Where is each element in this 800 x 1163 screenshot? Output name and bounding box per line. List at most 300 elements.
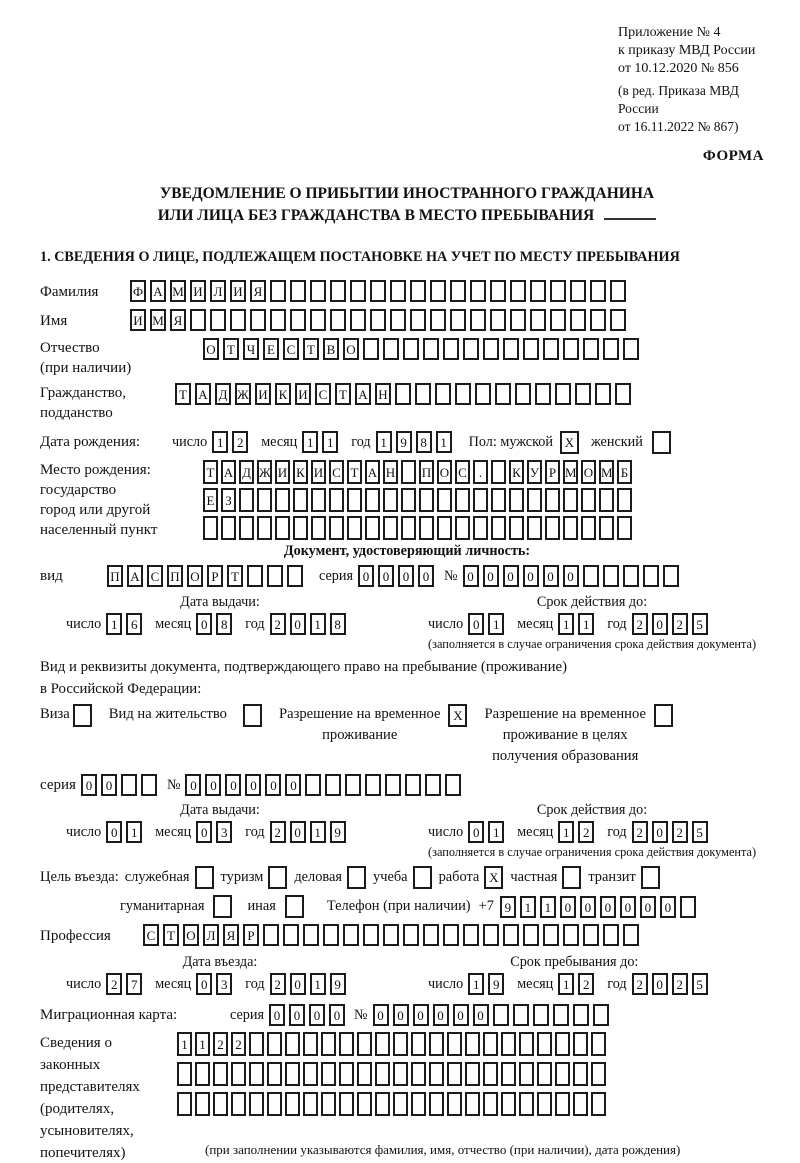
char-cell[interactable]: И	[255, 383, 271, 405]
char-cell[interactable]: 0	[660, 896, 676, 918]
char-cell[interactable]	[411, 1092, 426, 1116]
char-cell[interactable]: 0	[185, 774, 201, 796]
char-cell[interactable]	[375, 1032, 390, 1056]
char-cell[interactable]: 9	[488, 973, 504, 995]
char-cell[interactable]	[230, 309, 246, 331]
char-cell[interactable]	[403, 924, 419, 946]
char-cell[interactable]	[195, 1092, 210, 1116]
visa-checkbox[interactable]	[73, 704, 92, 727]
char-cell[interactable]: 7	[126, 973, 142, 995]
char-cell[interactable]: 0	[453, 1004, 469, 1026]
char-cell[interactable]: Ж	[235, 383, 251, 405]
char-cell[interactable]	[603, 338, 619, 360]
char-cell[interactable]: 0	[196, 613, 212, 635]
char-cell[interactable]	[465, 1032, 480, 1056]
residence-permit-checkbox[interactable]	[243, 704, 262, 727]
char-cell[interactable]: 1	[310, 821, 326, 843]
char-cell[interactable]: 2	[578, 821, 594, 843]
char-cell[interactable]	[435, 383, 451, 405]
char-cell[interactable]	[537, 1032, 552, 1056]
char-cell[interactable]: 9	[330, 821, 346, 843]
char-cell[interactable]	[311, 488, 326, 512]
char-cell[interactable]: Е	[203, 488, 218, 512]
char-cell[interactable]: Р	[243, 924, 259, 946]
char-cell[interactable]: Е	[263, 338, 279, 360]
char-cell[interactable]: Т	[303, 338, 319, 360]
char-cell[interactable]	[347, 516, 362, 540]
char-cell[interactable]	[329, 516, 344, 540]
char-cell[interactable]	[410, 280, 426, 302]
char-cell[interactable]	[213, 1092, 228, 1116]
sex-female-checkbox[interactable]	[652, 431, 671, 454]
char-cell[interactable]	[267, 565, 283, 587]
char-cell[interactable]	[483, 338, 499, 360]
char-cell[interactable]	[501, 1092, 516, 1116]
char-cell[interactable]	[395, 383, 411, 405]
char-cell[interactable]: 1	[322, 431, 338, 453]
char-cell[interactable]	[623, 924, 639, 946]
char-cell[interactable]	[553, 1004, 569, 1026]
char-cell[interactable]: 0	[285, 774, 301, 796]
char-cell[interactable]: П	[167, 565, 183, 587]
char-cell[interactable]: 0	[393, 1004, 409, 1026]
char-cell[interactable]	[270, 309, 286, 331]
char-cell[interactable]	[305, 774, 321, 796]
char-cell[interactable]	[537, 1092, 552, 1116]
char-cell[interactable]: 0	[309, 1004, 325, 1026]
char-cell[interactable]	[545, 488, 560, 512]
char-cell[interactable]: М	[563, 460, 578, 484]
char-cell[interactable]	[383, 924, 399, 946]
char-cell[interactable]	[573, 1004, 589, 1026]
char-cell[interactable]: Л	[210, 280, 226, 302]
char-cell[interactable]: .	[473, 460, 488, 484]
char-cell[interactable]	[509, 516, 524, 540]
char-cell[interactable]	[231, 1092, 246, 1116]
char-cell[interactable]: 6	[126, 613, 142, 635]
char-cell[interactable]	[445, 774, 461, 796]
char-cell[interactable]: 8	[330, 613, 346, 635]
char-cell[interactable]: 9	[330, 973, 346, 995]
char-cell[interactable]	[555, 1062, 570, 1086]
char-cell[interactable]: А	[127, 565, 143, 587]
char-cell[interactable]	[285, 1062, 300, 1086]
char-cell[interactable]: 2	[632, 821, 648, 843]
char-cell[interactable]: 9	[500, 896, 516, 918]
char-cell[interactable]	[393, 1032, 408, 1056]
char-cell[interactable]: П	[107, 565, 123, 587]
char-cell[interactable]	[249, 1062, 264, 1086]
purpose-business-checkbox[interactable]	[347, 866, 366, 889]
char-cell[interactable]	[493, 1004, 509, 1026]
char-cell[interactable]	[483, 924, 499, 946]
char-cell[interactable]: 0	[652, 973, 668, 995]
char-cell[interactable]	[177, 1092, 192, 1116]
char-cell[interactable]: 5	[692, 973, 708, 995]
char-cell[interactable]	[663, 565, 679, 587]
char-cell[interactable]: И	[275, 460, 290, 484]
char-cell[interactable]: 0	[483, 565, 499, 587]
char-cell[interactable]	[303, 924, 319, 946]
char-cell[interactable]	[483, 1032, 498, 1056]
char-cell[interactable]	[573, 1032, 588, 1056]
char-cell[interactable]: 9	[396, 431, 412, 453]
char-cell[interactable]	[267, 1032, 282, 1056]
char-cell[interactable]	[573, 1062, 588, 1086]
char-cell[interactable]	[581, 516, 596, 540]
char-cell[interactable]	[283, 924, 299, 946]
char-cell[interactable]: Я	[250, 280, 266, 302]
char-cell[interactable]: С	[147, 565, 163, 587]
char-cell[interactable]: 0	[81, 774, 97, 796]
char-cell[interactable]: 0	[269, 1004, 285, 1026]
char-cell[interactable]	[470, 280, 486, 302]
char-cell[interactable]	[325, 774, 341, 796]
char-cell[interactable]	[419, 516, 434, 540]
char-cell[interactable]: И	[130, 309, 146, 331]
char-cell[interactable]: 0	[560, 896, 576, 918]
char-cell[interactable]: Т	[163, 924, 179, 946]
char-cell[interactable]	[339, 1062, 354, 1086]
char-cell[interactable]: 0	[463, 565, 479, 587]
char-cell[interactable]: А	[355, 383, 371, 405]
char-cell[interactable]	[503, 338, 519, 360]
char-cell[interactable]	[347, 488, 362, 512]
char-cell[interactable]	[303, 1062, 318, 1086]
char-cell[interactable]	[527, 516, 542, 540]
char-cell[interactable]	[523, 338, 539, 360]
char-cell[interactable]	[415, 383, 431, 405]
char-cell[interactable]	[599, 516, 614, 540]
char-cell[interactable]: С	[329, 460, 344, 484]
char-cell[interactable]: Ф	[130, 280, 146, 302]
char-cell[interactable]: 2	[672, 613, 688, 635]
char-cell[interactable]: 1	[302, 431, 318, 453]
char-cell[interactable]	[563, 516, 578, 540]
char-cell[interactable]	[519, 1062, 534, 1086]
char-cell[interactable]	[465, 1092, 480, 1116]
char-cell[interactable]	[210, 309, 226, 331]
char-cell[interactable]: У	[527, 460, 542, 484]
char-cell[interactable]	[570, 309, 586, 331]
char-cell[interactable]: 0	[225, 774, 241, 796]
char-cell[interactable]	[257, 516, 272, 540]
char-cell[interactable]	[425, 774, 441, 796]
char-cell[interactable]: С	[283, 338, 299, 360]
char-cell[interactable]: 0	[196, 821, 212, 843]
char-cell[interactable]	[330, 280, 346, 302]
char-cell[interactable]: 0	[580, 896, 596, 918]
char-cell[interactable]: О	[203, 338, 219, 360]
char-cell[interactable]	[535, 383, 551, 405]
purpose-tourism-checkbox[interactable]	[268, 866, 287, 889]
char-cell[interactable]	[470, 309, 486, 331]
char-cell[interactable]: 0	[245, 774, 261, 796]
char-cell[interactable]	[141, 774, 157, 796]
char-cell[interactable]	[530, 309, 546, 331]
char-cell[interactable]: К	[293, 460, 308, 484]
char-cell[interactable]	[429, 1062, 444, 1086]
char-cell[interactable]	[455, 516, 470, 540]
char-cell[interactable]	[523, 924, 539, 946]
char-cell[interactable]	[537, 1062, 552, 1086]
char-cell[interactable]	[491, 460, 506, 484]
char-cell[interactable]	[321, 1032, 336, 1056]
char-cell[interactable]	[581, 488, 596, 512]
char-cell[interactable]: 0	[378, 565, 394, 587]
char-cell[interactable]	[370, 280, 386, 302]
char-cell[interactable]	[401, 488, 416, 512]
char-cell[interactable]	[290, 309, 306, 331]
purpose-official-checkbox[interactable]	[195, 866, 214, 889]
char-cell[interactable]: 2	[270, 821, 286, 843]
char-cell[interactable]: 1	[468, 973, 484, 995]
char-cell[interactable]	[323, 924, 339, 946]
char-cell[interactable]	[591, 1062, 606, 1086]
char-cell[interactable]	[509, 488, 524, 512]
char-cell[interactable]	[519, 1092, 534, 1116]
char-cell[interactable]: 1	[558, 821, 574, 843]
char-cell[interactable]	[429, 1092, 444, 1116]
char-cell[interactable]: О	[581, 460, 596, 484]
char-cell[interactable]: Я	[170, 309, 186, 331]
char-cell[interactable]	[615, 383, 631, 405]
char-cell[interactable]: 2	[672, 973, 688, 995]
char-cell[interactable]	[591, 1092, 606, 1116]
char-cell[interactable]	[473, 488, 488, 512]
char-cell[interactable]: М	[150, 309, 166, 331]
char-cell[interactable]: 1	[177, 1032, 192, 1056]
char-cell[interactable]: 0	[290, 973, 306, 995]
char-cell[interactable]	[177, 1062, 192, 1086]
char-cell[interactable]	[463, 338, 479, 360]
char-cell[interactable]: 5	[692, 613, 708, 635]
char-cell[interactable]: 1	[520, 896, 536, 918]
char-cell[interactable]: А	[221, 460, 236, 484]
char-cell[interactable]	[121, 774, 137, 796]
purpose-study-checkbox[interactable]	[413, 866, 432, 889]
char-cell[interactable]: 1	[540, 896, 556, 918]
char-cell[interactable]	[343, 924, 359, 946]
char-cell[interactable]	[339, 1032, 354, 1056]
char-cell[interactable]	[385, 774, 401, 796]
char-cell[interactable]: 0	[600, 896, 616, 918]
char-cell[interactable]	[533, 1004, 549, 1026]
char-cell[interactable]: С	[315, 383, 331, 405]
char-cell[interactable]	[357, 1092, 372, 1116]
char-cell[interactable]: 1	[488, 613, 504, 635]
char-cell[interactable]	[345, 774, 361, 796]
char-cell[interactable]	[595, 383, 611, 405]
char-cell[interactable]	[593, 1004, 609, 1026]
char-cell[interactable]: И	[295, 383, 311, 405]
char-cell[interactable]	[249, 1032, 264, 1056]
char-cell[interactable]	[370, 309, 386, 331]
char-cell[interactable]	[267, 1062, 282, 1086]
char-cell[interactable]	[575, 383, 591, 405]
char-cell[interactable]: Т	[227, 565, 243, 587]
char-cell[interactable]	[490, 309, 506, 331]
char-cell[interactable]	[411, 1062, 426, 1086]
char-cell[interactable]	[555, 1032, 570, 1056]
char-cell[interactable]	[583, 338, 599, 360]
char-cell[interactable]	[365, 488, 380, 512]
char-cell[interactable]: 5	[692, 821, 708, 843]
char-cell[interactable]	[375, 1092, 390, 1116]
char-cell[interactable]	[527, 488, 542, 512]
char-cell[interactable]	[573, 1092, 588, 1116]
char-cell[interactable]: 0	[373, 1004, 389, 1026]
char-cell[interactable]: 1	[126, 821, 142, 843]
char-cell[interactable]	[543, 924, 559, 946]
char-cell[interactable]: Л	[203, 924, 219, 946]
char-cell[interactable]	[447, 1032, 462, 1056]
char-cell[interactable]: 0	[640, 896, 656, 918]
char-cell[interactable]: 0	[503, 565, 519, 587]
char-cell[interactable]: 2	[270, 613, 286, 635]
char-cell[interactable]	[401, 516, 416, 540]
purpose-work-checkbox[interactable]: X	[484, 866, 503, 889]
char-cell[interactable]	[603, 924, 619, 946]
char-cell[interactable]: 1	[106, 613, 122, 635]
char-cell[interactable]: Р	[545, 460, 560, 484]
char-cell[interactable]	[190, 309, 206, 331]
char-cell[interactable]: 1	[578, 613, 594, 635]
purpose-other-checkbox[interactable]	[285, 895, 304, 918]
char-cell[interactable]	[310, 280, 326, 302]
char-cell[interactable]	[263, 924, 279, 946]
char-cell[interactable]	[510, 309, 526, 331]
char-cell[interactable]	[430, 309, 446, 331]
char-cell[interactable]	[550, 309, 566, 331]
char-cell[interactable]	[393, 1062, 408, 1086]
char-cell[interactable]: К	[275, 383, 291, 405]
char-cell[interactable]: К	[509, 460, 524, 484]
char-cell[interactable]	[401, 460, 416, 484]
char-cell[interactable]	[623, 565, 639, 587]
char-cell[interactable]	[405, 774, 421, 796]
char-cell[interactable]	[195, 1062, 210, 1086]
char-cell[interactable]	[285, 1092, 300, 1116]
char-cell[interactable]	[287, 565, 303, 587]
char-cell[interactable]	[513, 1004, 529, 1026]
char-cell[interactable]	[563, 924, 579, 946]
char-cell[interactable]	[365, 516, 380, 540]
char-cell[interactable]: 0	[652, 821, 668, 843]
char-cell[interactable]	[390, 280, 406, 302]
char-cell[interactable]: 2	[270, 973, 286, 995]
char-cell[interactable]	[270, 280, 286, 302]
char-cell[interactable]: 0	[652, 613, 668, 635]
char-cell[interactable]: 0	[468, 821, 484, 843]
char-cell[interactable]: А	[365, 460, 380, 484]
char-cell[interactable]	[423, 924, 439, 946]
char-cell[interactable]	[375, 1062, 390, 1086]
char-cell[interactable]	[239, 516, 254, 540]
char-cell[interactable]	[329, 488, 344, 512]
char-cell[interactable]	[203, 516, 218, 540]
char-cell[interactable]: Ч	[243, 338, 259, 360]
char-cell[interactable]	[293, 516, 308, 540]
purpose-private-checkbox[interactable]	[562, 866, 581, 889]
char-cell[interactable]	[515, 383, 531, 405]
char-cell[interactable]	[495, 383, 511, 405]
char-cell[interactable]	[411, 1032, 426, 1056]
char-cell[interactable]	[365, 774, 381, 796]
char-cell[interactable]: 2	[672, 821, 688, 843]
char-cell[interactable]	[583, 565, 599, 587]
char-cell[interactable]: И	[190, 280, 206, 302]
char-cell[interactable]: 1	[310, 973, 326, 995]
char-cell[interactable]	[475, 383, 491, 405]
char-cell[interactable]: 0	[205, 774, 221, 796]
char-cell[interactable]: Н	[375, 383, 391, 405]
char-cell[interactable]	[610, 280, 626, 302]
char-cell[interactable]	[339, 1092, 354, 1116]
char-cell[interactable]: 2	[213, 1032, 228, 1056]
char-cell[interactable]	[330, 309, 346, 331]
char-cell[interactable]	[249, 1092, 264, 1116]
char-cell[interactable]	[501, 1032, 516, 1056]
char-cell[interactable]: Т	[175, 383, 191, 405]
char-cell[interactable]: 2	[232, 431, 248, 453]
purpose-transit-checkbox[interactable]	[641, 866, 660, 889]
char-cell[interactable]: 0	[418, 565, 434, 587]
char-cell[interactable]	[510, 280, 526, 302]
char-cell[interactable]	[555, 383, 571, 405]
char-cell[interactable]: О	[343, 338, 359, 360]
char-cell[interactable]: 0	[543, 565, 559, 587]
char-cell[interactable]	[303, 1032, 318, 1056]
char-cell[interactable]: И	[230, 280, 246, 302]
char-cell[interactable]: 0	[413, 1004, 429, 1026]
char-cell[interactable]: О	[437, 460, 452, 484]
char-cell[interactable]	[257, 488, 272, 512]
char-cell[interactable]	[390, 309, 406, 331]
char-cell[interactable]	[519, 1032, 534, 1056]
char-cell[interactable]: 1	[558, 613, 574, 635]
char-cell[interactable]: 0	[620, 896, 636, 918]
char-cell[interactable]: С	[143, 924, 159, 946]
char-cell[interactable]	[285, 1032, 300, 1056]
char-cell[interactable]	[311, 516, 326, 540]
char-cell[interactable]	[501, 1062, 516, 1086]
char-cell[interactable]: 0	[473, 1004, 489, 1026]
char-cell[interactable]	[463, 924, 479, 946]
char-cell[interactable]	[603, 565, 619, 587]
char-cell[interactable]	[310, 309, 326, 331]
char-cell[interactable]: 2	[632, 613, 648, 635]
char-cell[interactable]	[590, 309, 606, 331]
char-cell[interactable]	[570, 280, 586, 302]
char-cell[interactable]	[383, 338, 399, 360]
char-cell[interactable]	[590, 280, 606, 302]
char-cell[interactable]: Я	[223, 924, 239, 946]
char-cell[interactable]	[321, 1092, 336, 1116]
char-cell[interactable]	[423, 338, 439, 360]
char-cell[interactable]	[491, 516, 506, 540]
temp-residence-checkbox[interactable]: X	[448, 704, 467, 727]
char-cell[interactable]: Д	[215, 383, 231, 405]
char-cell[interactable]: Т	[347, 460, 362, 484]
sex-male-checkbox[interactable]: X	[560, 431, 579, 454]
char-cell[interactable]	[363, 924, 379, 946]
char-cell[interactable]	[403, 338, 419, 360]
char-cell[interactable]: 0	[433, 1004, 449, 1026]
char-cell[interactable]: 0	[101, 774, 117, 796]
char-cell[interactable]	[303, 1092, 318, 1116]
char-cell[interactable]	[393, 1092, 408, 1116]
